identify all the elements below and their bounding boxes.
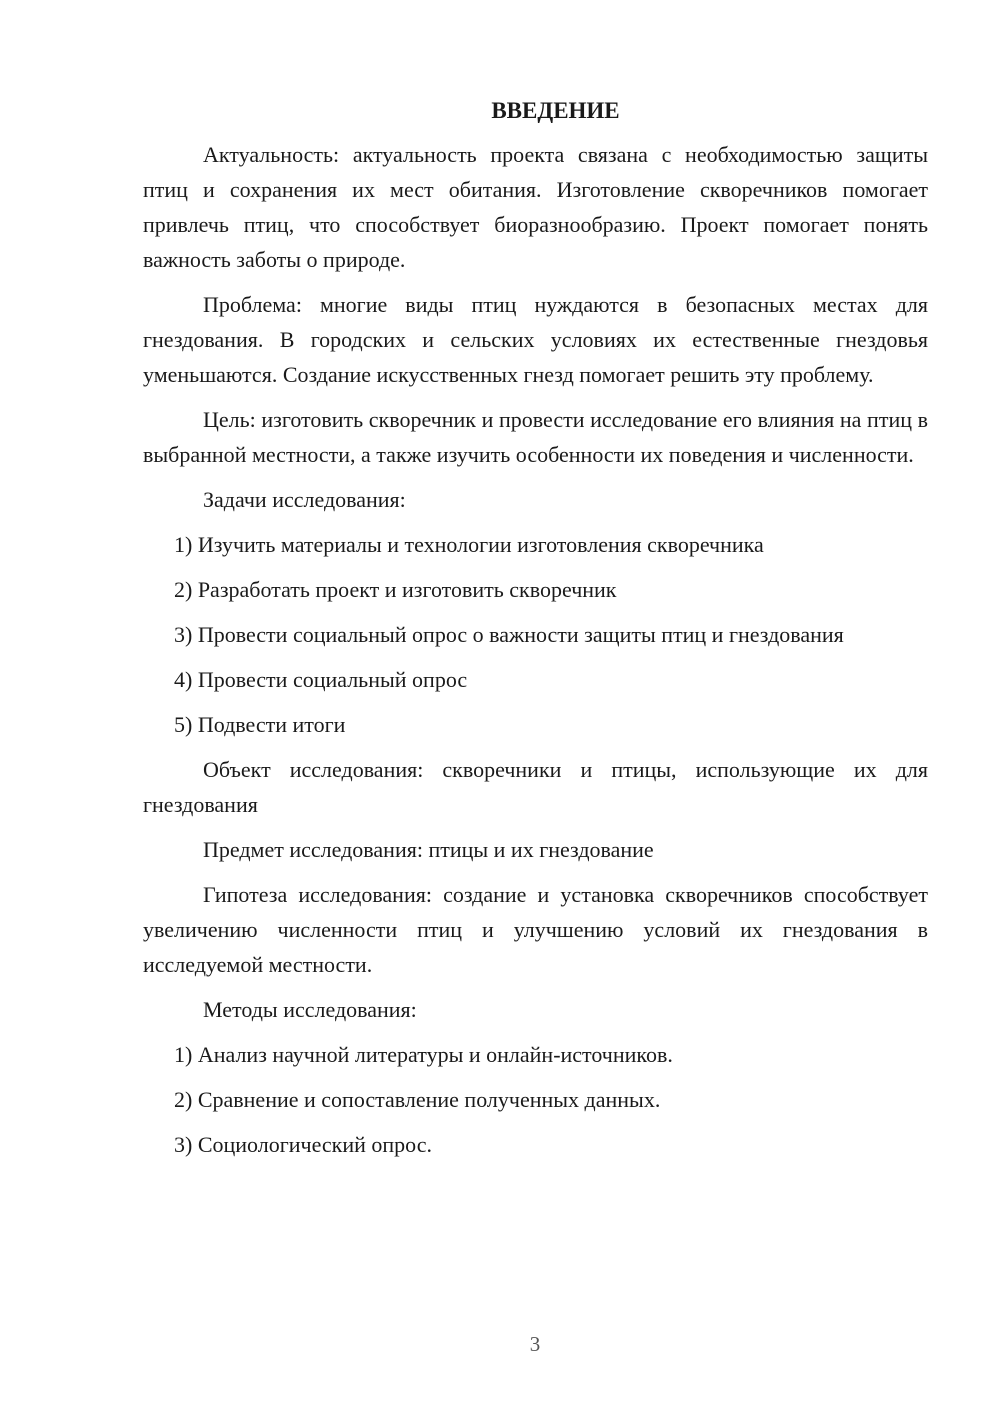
task-item: 5) Подвести итоги — [174, 712, 346, 737]
method-item: 3) Социологический опрос. — [174, 1132, 432, 1157]
section-title: ВВЕДЕНИЕ — [491, 98, 620, 123]
goal-paragraph: Цель: изготовить скворечник и провести исследование его влияния на птиц в выбранной местности, а также изучить особенности их поведения и численности. — [143, 407, 928, 467]
task-item: 3) Провести социальный опрос о важности защиты птиц и гнездования — [174, 622, 844, 647]
methods-heading: Методы исследования: — [203, 997, 417, 1022]
task-item: 1) Изучить материалы и технологии изготовления скворечника — [174, 532, 764, 557]
method-item: 1) Анализ научной литературы и онлайн-источников. — [174, 1042, 673, 1067]
object-paragraph: Объект исследования: скворечники и птицы, использующие их для гнездования — [143, 757, 928, 817]
method-item: 2) Сравнение и сопоставление полученных данных. — [174, 1087, 661, 1112]
task-item: 4) Провести социальный опрос — [174, 667, 468, 692]
hypothesis-paragraph: Гипотеза исследования: создание и установка скворечников способствует увеличению численности птиц и улучшению условий их гнездования в исследуемой местности. — [143, 882, 928, 977]
problem-paragraph: Проблема: многие виды птиц нуждаются в безопасных местах для гнездования. В городских и сельских условиях их естественные гнездовья уменьшаются. Создание искусственных гнезд помогает решить эту проблему. — [143, 292, 928, 387]
relevance-paragraph: Актуальность: актуальность проекта связана с необходимостью защиты птиц и сохранения их мест обитания. Изготовление скворечников помогает привлечь птиц, что способствует биоразнообразию. Проект помогает понять важность заботы о природе. — [143, 142, 928, 272]
task-item: 2) Разработать проект и изготовить скворечник — [174, 577, 617, 602]
page-number: 3 — [529, 1332, 541, 1356]
tasks-heading: Задачи исследования: — [203, 487, 406, 512]
subject-paragraph: Предмет исследования: птицы и их гнездование — [203, 837, 654, 862]
